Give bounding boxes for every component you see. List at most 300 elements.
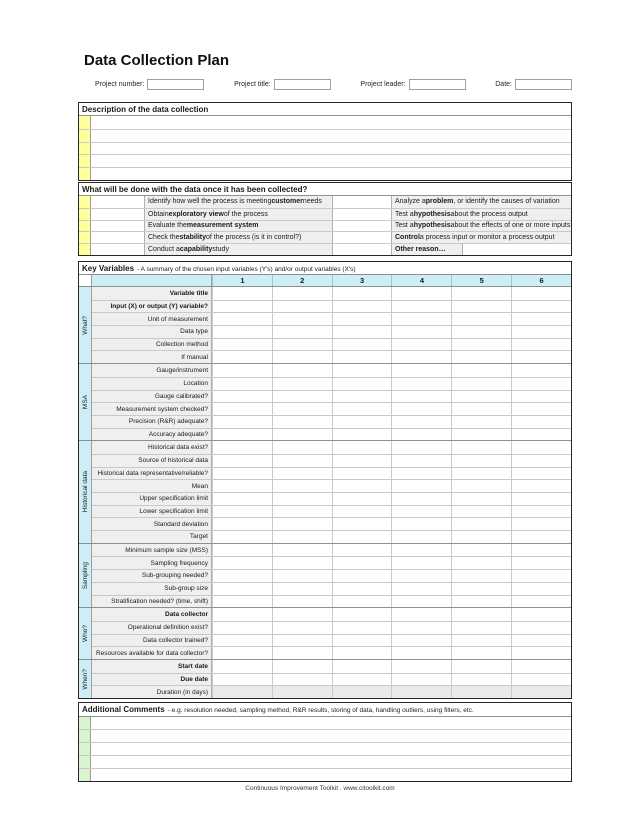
key-variables-row-label [92, 364, 212, 377]
key-variables-row [92, 556, 571, 569]
key-variables-data-cell[interactable] [511, 455, 571, 467]
key-variables-data-cell[interactable] [451, 544, 511, 557]
key-variables-data-cell[interactable] [332, 506, 392, 518]
key-variables-data-cell[interactable] [332, 557, 392, 569]
key-variables-data-cell[interactable] [391, 660, 451, 673]
usage-right-option-label: Control a process input or monitor a process output [392, 232, 571, 243]
key-variables-data-cell[interactable] [511, 647, 571, 659]
key-variables-data-cell[interactable] [332, 326, 392, 338]
key-variables-data-cell[interactable] [451, 674, 511, 686]
key-variables-data-cell[interactable] [332, 608, 392, 621]
key-variables-data-cell[interactable] [391, 416, 451, 428]
usage-right-checkbox-cell[interactable] [332, 221, 392, 232]
key-variables-data-cell[interactable] [391, 635, 451, 647]
key-variables-data-cell[interactable] [511, 531, 571, 543]
key-variables-data-cell[interactable] [511, 326, 571, 338]
usage-row [79, 196, 571, 208]
key-variables-data-cell[interactable] [511, 544, 571, 557]
key-variables-data-cell[interactable] [272, 506, 332, 518]
key-variables-data-cell[interactable] [391, 326, 451, 338]
key-variables-data-cell[interactable] [391, 518, 451, 530]
key-variables-data-cell[interactable] [391, 429, 451, 441]
key-variables-row-label-text: Sub-grouping needed? [141, 572, 208, 580]
key-variables-data-cell[interactable] [212, 674, 272, 686]
key-variables-data-cell[interactable] [511, 570, 571, 582]
key-variables-data-cell[interactable] [332, 429, 392, 441]
description-entry-field[interactable] [91, 168, 571, 180]
key-variables-body [79, 287, 571, 698]
key-variables-group-rows [92, 660, 571, 698]
key-variables-data-cell[interactable] [212, 301, 272, 313]
key-variables-data-cell[interactable] [212, 647, 272, 659]
key-variables-data-cell[interactable] [391, 544, 451, 557]
key-variables-group-label [79, 287, 92, 363]
key-variables-data-cell[interactable] [451, 468, 511, 480]
key-variables-data-cell[interactable] [332, 647, 392, 659]
key-variables-data-cell[interactable] [391, 351, 451, 363]
key-variables-data-cell[interactable] [332, 351, 392, 363]
key-variables-data-cell[interactable] [511, 557, 571, 569]
key-variables-data-cell[interactable] [332, 660, 392, 673]
usage-left-checkbox-cell[interactable] [91, 232, 145, 243]
key-variables-column-number: 6 [511, 275, 571, 286]
key-variables-data-cell[interactable] [511, 351, 571, 363]
key-variables-data-cell[interactable] [272, 544, 332, 557]
key-variables-column-number: 4 [391, 275, 451, 286]
key-variables-row-label-text: Gauge calibrated? [154, 392, 208, 400]
key-variables-data-cell[interactable] [511, 660, 571, 673]
key-variables-data-cell[interactable] [332, 455, 392, 467]
key-variables-data-cell[interactable] [511, 287, 571, 300]
key-variables-data-cell[interactable] [272, 468, 332, 480]
key-variables-data-cell [212, 686, 272, 698]
key-variables-data-cell[interactable] [272, 596, 332, 608]
key-variables-data-cell[interactable] [451, 301, 511, 313]
key-variables-data-cell[interactable] [451, 364, 511, 377]
key-variables-row-label [92, 596, 212, 608]
key-variables-group [79, 659, 571, 698]
key-variables-data-cell[interactable] [511, 429, 571, 441]
key-variables-row-label-text: Input (X) or output (Y) variable? [110, 303, 208, 311]
key-variables-data-cell[interactable] [212, 326, 272, 338]
key-variables-data-cell[interactable] [332, 403, 392, 415]
key-variables-data-cell[interactable] [212, 493, 272, 505]
key-variables-row [92, 402, 571, 415]
key-variables-data-cell[interactable] [272, 391, 332, 403]
key-variables-data-cell[interactable] [212, 608, 272, 621]
key-variables-data-cell[interactable] [332, 480, 392, 492]
key-variables-data-cell[interactable] [332, 468, 392, 480]
key-variables-data-cell[interactable] [391, 493, 451, 505]
key-variables-data-cell[interactable] [272, 416, 332, 428]
comments-title: Additional Comments [82, 705, 165, 714]
key-variables-data-cell[interactable] [272, 583, 332, 595]
key-variables-group-label [79, 364, 92, 440]
key-variables-data-cell[interactable] [212, 583, 272, 595]
key-variables-subtitle: - A summary of the chosen input variables (Y's) and/or output variables (X's) [137, 266, 356, 273]
key-variables-header [79, 262, 571, 275]
project-number-group [95, 79, 204, 90]
key-variables-data-cell[interactable] [272, 455, 332, 467]
key-variables-data-cell[interactable] [391, 378, 451, 390]
key-variables-data-cell[interactable] [451, 391, 511, 403]
key-variables-data-cell[interactable] [391, 468, 451, 480]
comment-entry-field[interactable] [91, 769, 571, 781]
key-variables-row-label-text: Lower specification limit [139, 508, 208, 516]
key-variables-row [92, 569, 571, 582]
key-variables-row [92, 415, 571, 428]
key-variables-data-cell[interactable] [451, 480, 511, 492]
key-variables-row [92, 390, 571, 403]
key-variables-data-cell[interactable] [212, 660, 272, 673]
project-number-input[interactable] [147, 79, 204, 90]
comment-index-cell [79, 756, 91, 768]
key-variables-data-cell[interactable] [212, 403, 272, 415]
comment-entry-field[interactable] [91, 730, 571, 742]
key-variables-data-cell[interactable] [272, 518, 332, 530]
usage-index-cell [79, 244, 91, 255]
key-variables-row [92, 287, 571, 300]
description-rows [79, 116, 571, 180]
key-variables-column-number: 5 [451, 275, 511, 286]
key-variables-data-cell[interactable] [212, 313, 272, 325]
key-variables-data-cell[interactable] [511, 339, 571, 351]
key-variables-data-cell[interactable] [332, 544, 392, 557]
key-variables-data-cell[interactable] [332, 416, 392, 428]
key-variables-data-cell[interactable] [451, 660, 511, 673]
key-variables-data-cell[interactable] [511, 364, 571, 377]
key-variables-data-cell[interactable] [451, 493, 511, 505]
key-variables-data-cell[interactable] [212, 531, 272, 543]
key-variables-data-cell[interactable] [212, 351, 272, 363]
key-variables-row-label [92, 493, 212, 505]
key-variables-data-cell[interactable] [511, 506, 571, 518]
key-variables-group [79, 607, 571, 659]
key-variables-data-cell[interactable] [391, 403, 451, 415]
page-title: Data Collection Plan [84, 52, 230, 69]
key-variables-data-cell[interactable] [391, 455, 451, 467]
usage-left-option-label: Identify how well the process is meeting customer needs [145, 196, 332, 208]
usage-left-checkbox-cell[interactable] [91, 244, 145, 255]
comment-entry-field[interactable] [91, 756, 571, 768]
key-variables-data-cell[interactable] [451, 339, 511, 351]
key-variables-data-cell[interactable] [272, 287, 332, 300]
description-entry-field[interactable] [91, 116, 571, 129]
key-variables-row-label-text: Historical data exist? [148, 444, 208, 452]
key-variables-data-cell[interactable] [391, 608, 451, 621]
key-variables-data-cell[interactable] [212, 416, 272, 428]
key-variables-data-cell[interactable] [451, 570, 511, 582]
key-variables-row-label-text: Precision (R&R) adequate? [128, 418, 208, 426]
key-variables-data-cell[interactable] [451, 622, 511, 634]
comment-index-cell [79, 769, 91, 781]
key-variables-row [92, 660, 571, 673]
key-variables-data-cell[interactable] [272, 351, 332, 363]
key-variables-data-cell[interactable] [212, 596, 272, 608]
key-variables-data-cell[interactable] [272, 301, 332, 313]
key-variables-data-cell[interactable] [391, 287, 451, 300]
key-variables-row-label-text: Collection method [155, 341, 208, 349]
key-variables-data-cell[interactable] [451, 583, 511, 595]
key-variables-data-cell[interactable] [451, 441, 511, 454]
key-variables-data-cell[interactable] [511, 313, 571, 325]
key-variables-data-cell[interactable] [391, 339, 451, 351]
key-variables-data-cell[interactable] [391, 596, 451, 608]
usage-right-checkbox-cell[interactable] [332, 209, 392, 220]
key-variables-data-cell[interactable] [212, 378, 272, 390]
key-variables-group [79, 543, 571, 607]
key-variables-data-cell[interactable] [391, 570, 451, 582]
usage-left-option-label: Obtain exploratory view of the process [145, 209, 332, 220]
key-variables-data-cell[interactable] [332, 301, 392, 313]
comment-rows [79, 717, 571, 781]
description-section [78, 102, 572, 181]
key-variables-data-cell[interactable] [212, 429, 272, 441]
key-variables-data-cell[interactable] [332, 583, 392, 595]
comment-entry-field[interactable] [91, 743, 571, 755]
usage-right-option-label: Test a hypothesis about the effects of one or more inputs [392, 221, 571, 232]
key-variables-data-cell[interactable] [391, 674, 451, 686]
key-variables-data-cell[interactable] [272, 429, 332, 441]
usage-row [79, 243, 571, 255]
key-variables-data-cell[interactable] [272, 364, 332, 377]
key-variables-row-label-text: Upper specification limit [139, 495, 208, 503]
key-variables-data-cell[interactable] [451, 378, 511, 390]
key-variables-row-label-text: Data type [180, 328, 208, 336]
key-variables-data-cell[interactable] [451, 403, 511, 415]
key-variables-row-label [92, 518, 212, 530]
key-variables-data-cell[interactable] [212, 506, 272, 518]
key-variables-data-cell[interactable] [451, 313, 511, 325]
key-variables-row [92, 608, 571, 621]
key-variables-data-cell[interactable] [511, 480, 571, 492]
key-variables-row-label-text: Stratification needed? (time, shift) [111, 597, 208, 605]
key-variables-data-cell[interactable] [332, 378, 392, 390]
key-variables-data-cell[interactable] [332, 570, 392, 582]
comment-row [79, 768, 571, 781]
usage-right-checkbox-cell[interactable] [332, 244, 392, 255]
key-variables-data-cell[interactable] [332, 313, 392, 325]
key-variables-data-cell[interactable] [511, 391, 571, 403]
usage-rows [79, 196, 571, 255]
key-variables-row-label [92, 622, 212, 634]
key-variables-data-cell[interactable] [272, 531, 332, 543]
key-variables-data-cell[interactable] [212, 468, 272, 480]
project-meta-row [78, 79, 572, 90]
key-variables-data-cell[interactable] [511, 674, 571, 686]
key-variables-data-cell[interactable] [511, 416, 571, 428]
key-variables-data-cell[interactable] [391, 364, 451, 377]
key-variables-column-number: 1 [212, 275, 272, 286]
key-variables-data-cell[interactable] [272, 622, 332, 634]
key-variables-data-cell[interactable] [332, 622, 392, 634]
key-variables-data-cell[interactable] [451, 531, 511, 543]
key-variables-data-cell[interactable] [212, 544, 272, 557]
key-variables-data-cell[interactable] [391, 647, 451, 659]
key-variables-data-cell[interactable] [272, 403, 332, 415]
key-variables-data-cell[interactable] [391, 557, 451, 569]
key-variables-data-cell[interactable] [391, 480, 451, 492]
key-variables-data-cell[interactable] [332, 635, 392, 647]
key-variables-row-label [92, 326, 212, 338]
key-variables-data-cell[interactable] [511, 378, 571, 390]
description-row [79, 129, 571, 142]
key-variables-corner-cell [79, 275, 92, 286]
key-variables-data-cell[interactable] [451, 287, 511, 300]
key-variables-row [92, 517, 571, 530]
key-variables-data-cell[interactable] [451, 455, 511, 467]
key-variables-data-cell[interactable] [272, 674, 332, 686]
key-variables-row-label [92, 441, 212, 454]
key-variables-data-cell[interactable] [391, 391, 451, 403]
usage-header [79, 183, 571, 196]
key-variables-data-cell[interactable] [212, 570, 272, 582]
key-variables-row [92, 325, 571, 338]
key-variables-data-cell[interactable] [332, 531, 392, 543]
key-variables-data-cell[interactable] [391, 301, 451, 313]
key-variables-data-cell[interactable] [272, 480, 332, 492]
key-variables-data-cell [332, 686, 392, 698]
key-variables-data-cell[interactable] [332, 364, 392, 377]
key-variables-data-cell [451, 686, 511, 698]
description-entry-field[interactable] [91, 143, 571, 155]
description-entry-field[interactable] [91, 155, 571, 167]
key-variables-data-cell[interactable] [272, 635, 332, 647]
key-variables-data-cell[interactable] [451, 635, 511, 647]
key-variables-data-cell[interactable] [451, 608, 511, 621]
key-variables-data-cell[interactable] [272, 441, 332, 454]
project-number-label: Project number: [95, 81, 145, 88]
key-variables-row [92, 479, 571, 492]
key-variables-row-label-text: Due date [180, 675, 208, 683]
project-title-input[interactable] [274, 79, 331, 90]
key-variables-group-rows [92, 441, 571, 543]
key-variables-data-cell[interactable] [511, 518, 571, 530]
key-variables-data-cell[interactable] [272, 313, 332, 325]
key-variables-data-cell[interactable] [332, 674, 392, 686]
key-variables-data-cell[interactable] [212, 441, 272, 454]
key-variables-data-cell[interactable] [451, 429, 511, 441]
key-variables-row [92, 673, 571, 686]
project-leader-input[interactable] [409, 79, 466, 90]
key-variables-row-label [92, 351, 212, 363]
key-variables-data-cell[interactable] [511, 301, 571, 313]
key-variables-data-cell[interactable] [391, 583, 451, 595]
usage-left-checkbox-cell[interactable] [91, 221, 145, 232]
key-variables-data-cell[interactable] [272, 493, 332, 505]
key-variables-data-cell[interactable] [511, 403, 571, 415]
key-variables-data-cell[interactable] [451, 326, 511, 338]
description-row [79, 167, 571, 180]
key-variables-data-cell[interactable] [332, 441, 392, 454]
usage-left-option-label: Conduct a capability study [145, 244, 332, 255]
key-variables-data-cell[interactable] [391, 441, 451, 454]
usage-other-reason-field[interactable] [462, 244, 571, 255]
key-variables-data-cell[interactable] [212, 339, 272, 351]
key-variables-data-cell[interactable] [511, 635, 571, 647]
key-variables-data-cell[interactable] [451, 647, 511, 659]
usage-left-checkbox-cell[interactable] [91, 209, 145, 220]
usage-right-checkbox-cell[interactable] [332, 196, 392, 208]
comment-entry-field[interactable] [91, 717, 571, 730]
key-variables-data-cell[interactable] [511, 441, 571, 454]
comment-row [79, 742, 571, 755]
date-input[interactable] [515, 79, 572, 90]
key-variables-data-cell[interactable] [451, 506, 511, 518]
key-variables-row-label-text: Data collector [165, 611, 208, 619]
key-variables-data-cell[interactable] [212, 364, 272, 377]
key-variables-data-cell[interactable] [212, 635, 272, 647]
key-variables-data-cell[interactable] [391, 531, 451, 543]
key-variables-data-cell[interactable] [511, 583, 571, 595]
key-variables-row [92, 595, 571, 608]
key-variables-data-cell[interactable] [451, 416, 511, 428]
key-variables-data-cell[interactable] [272, 339, 332, 351]
key-variables-data-cell[interactable] [272, 378, 332, 390]
key-variables-data-cell[interactable] [511, 622, 571, 634]
key-variables-data-cell[interactable] [332, 339, 392, 351]
key-variables-group [79, 363, 571, 440]
key-variables-data-cell[interactable] [451, 596, 511, 608]
key-variables-row [92, 338, 571, 351]
key-variables-data-cell[interactable] [212, 557, 272, 569]
key-variables-data-cell[interactable] [511, 608, 571, 621]
key-variables-data-cell[interactable] [272, 570, 332, 582]
key-variables-data-cell[interactable] [212, 480, 272, 492]
key-variables-data-cell[interactable] [272, 326, 332, 338]
key-variables-data-cell[interactable] [332, 596, 392, 608]
usage-row [79, 208, 571, 220]
key-variables-data-cell[interactable] [332, 518, 392, 530]
key-variables-data-cell[interactable] [272, 557, 332, 569]
key-variables-data-cell[interactable] [391, 313, 451, 325]
description-index-cell [79, 143, 91, 155]
key-variables-group-label [79, 608, 92, 659]
description-row [79, 154, 571, 167]
key-variables-group-rows [92, 287, 571, 363]
key-variables-data-cell[interactable] [332, 391, 392, 403]
key-variables-data-cell[interactable] [212, 391, 272, 403]
key-variables-data-cell[interactable] [511, 596, 571, 608]
usage-right-checkbox-cell[interactable] [332, 232, 392, 243]
key-variables-data-cell[interactable] [272, 647, 332, 659]
key-variables-data-cell[interactable] [212, 622, 272, 634]
key-variables-data-cell[interactable] [272, 608, 332, 621]
key-variables-data-cell[interactable] [451, 518, 511, 530]
key-variables-data-cell[interactable] [391, 622, 451, 634]
key-variables-row-label-text: Measurement system checked? [116, 405, 208, 413]
key-variables-data-cell[interactable] [212, 287, 272, 300]
key-variables-row-label [92, 455, 212, 467]
key-variables-data-cell[interactable] [332, 287, 392, 300]
project-leader-label: Project leader: [360, 81, 406, 88]
key-variables-row-label [92, 301, 212, 313]
key-variables-data-cell[interactable] [332, 493, 392, 505]
comments-header [79, 703, 571, 717]
key-variables-data-cell[interactable] [511, 468, 571, 480]
key-variables-data-cell[interactable] [212, 455, 272, 467]
key-variables-data-cell[interactable] [272, 660, 332, 673]
key-variables-data-cell[interactable] [391, 506, 451, 518]
key-variables-data-cell[interactable] [451, 351, 511, 363]
key-variables-data-cell[interactable] [511, 493, 571, 505]
key-variables-data-cell[interactable] [212, 518, 272, 530]
usage-left-checkbox-cell[interactable] [91, 196, 145, 208]
key-variables-data-cell[interactable] [451, 557, 511, 569]
key-variables-row-label [92, 416, 212, 428]
description-entry-field[interactable] [91, 130, 571, 142]
comment-row [79, 755, 571, 768]
